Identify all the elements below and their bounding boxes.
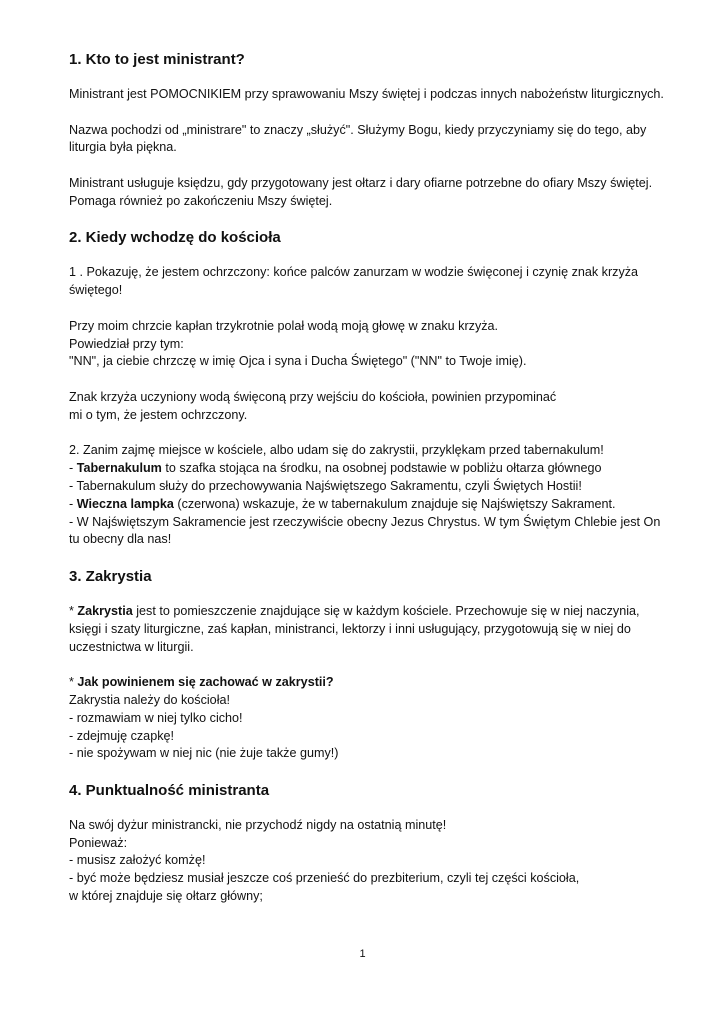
section-3-heading: 3. Zakrystia [69,567,152,585]
text-line: 2. Zanim zajmę miejsce w kościele, albo udam się do zakrystii, przyklękam przed tabernakulum! [69,443,604,458]
bold-term-wieczna-lampka: Wieczna lampka [76,496,174,511]
section-1-heading: 1. Kto to jest ministrant? [69,51,245,68]
section-4-heading: 4. Punktualność ministranta [69,781,270,799]
text-line: - rozmawiam w niej tylko cicho! [69,710,243,725]
bold-term-zakrystia: Zakrystia [77,603,133,618]
section-1-paragraph-2: Nazwa pochodzi od „ministrare" to znaczy „służyć". Służymy Bogu, kiedy przyczyniamy się do tego, aby liturgia była piękna. [69,122,647,155]
section-3-paragraph-1: * Zakrystia jest to pomieszczenie znajdujące się w każdym kościele. Przechowuje się w niej naczynia, księgi i szaty liturgiczne, zaś kapłan, ministranci, lektorzy i inni usługujący, przygotowują się w niej do uczestnictwa w liturgii. [69,603,640,654]
text-line: Na swój dyżur ministrancki, nie przychodź nigdy na ostatnią minutę! [69,817,447,832]
section-2-heading: 2. Kiedy wchodzę do kościoła [69,229,281,247]
text-line: - nie spożywam w niej nic (nie żuje także gumy!) [69,746,339,761]
text-line: - Tabernakulum służy do przechowywania Najświętszego Sakramentu, czyli Świętych Hostii! [69,478,582,493]
section-1-paragraph-3: Ministrant usługuje księdzu, gdy przygotowany jest ołtarz i dary ofiarne potrzebne do ofiary Mszy świętej. Pomaga również po zakończeniu Mszy świętej. [69,175,653,208]
section-1-paragraph-1: Ministrant jest POMOCNIKIEM przy sprawowaniu Mszy świętej i podczas innych nabożeństw liturgicznych. [69,87,664,101]
bold-question: Jak powinienem się zachować w zakrystii? [77,675,334,690]
text-line: - być może będziesz musiał jeszcze coś przenieść do prezbiterium, czyli tej części kościoła, [69,871,580,886]
section-2-paragraph-1: 1 . Pokazuję, że jestem ochrzczony: końce palców zanurzam w wodzie święconej i czynię znak krzyża świętego! [69,265,639,298]
text-line: Znak krzyża uczyniony wodą święconą przy wejściu do kościoła, powinien przypominać [69,389,557,404]
text-line: - W Najświętszym Sakramencie jest rzeczywiście obecny Jezus Chrystus. W tym Świętym Chlebie jest On tu obecny dla nas! [69,514,661,547]
document-page [69,50,669,924]
bold-term-tabernakulum: Tabernakulum [76,461,162,476]
section-2-paragraph-3 [69,389,669,425]
text-line: jest to pomieszczenie znajdujące się w każdym kościele. Przechowuje się w niej naczynia, księgi i szaty liturgiczne, zaś kapłan, ministranci, lektorzy i inni usługujący, przygotowują się w niej do uczestnictwa w liturgii. [69,603,640,654]
text-line: - musisz założyć komżę! [69,853,206,868]
text-line: Zakrystia należy do kościoła! [69,692,230,707]
section-4-paragraph-1 [69,817,669,906]
text-line: Ponieważ: [69,835,128,850]
text-line: Powiedział przy tym: [69,336,184,351]
text-line: Przy moim chrzcie kapłan trzykrotnie polał wodą moją głowę w znaku krzyża. [69,318,499,333]
section-2-paragraph-4: 2. Zanim zajmę miejsce w kościele, albo udam się do zakrystii, przyklękam przed tabernakulum! - Tabernakulum to szafka stojąca na środku, na osobnej podstawie w pobliżu ołtarza głównego - Tabernakulum służy do przechowywania Najświętszego Sakramentu, czyli Świętych Hostii! - Wieczna lampka (czerwona) wskazuje, że w tabernakulum znajduje się Najświętszy Sakrament. - W Najświętszym Sakramencie jest rzeczywiście obecny Jezus Chrystus. W tym Świętym Chlebie jest On tu obecny dla nas! [69,443,661,547]
text-line: to szafka stojąca na środku, na osobnej podstawie w pobliżu ołtarza głównego [161,461,602,476]
text-line: (czerwona) wskazuje, że w tabernakulum znajduje się Najświętszy Sakrament. [173,496,616,511]
section-2-paragraph-2 [69,318,669,371]
text-line: w której znajduje się ołtarz główny; [69,889,263,904]
text-line: mi o tym, że jestem ochrzczony. [69,407,248,422]
section-3-paragraph-2: * Jak powinienem się zachować w zakrystii? Zakrystia należy do kościoła! - rozmawiam w niej tylko cicho! - zdejmuję czapkę! - nie spożywam w niej nic (nie żuje także gumy!) [69,675,339,761]
text-line: "NN", ja ciebie chrzczę w imię Ojca i syna i Ducha Świętego" ("NN" to Twoje imię). [69,354,527,369]
page-number: 1 [359,948,366,960]
text-line: - zdejmuję czapkę! [69,728,174,743]
